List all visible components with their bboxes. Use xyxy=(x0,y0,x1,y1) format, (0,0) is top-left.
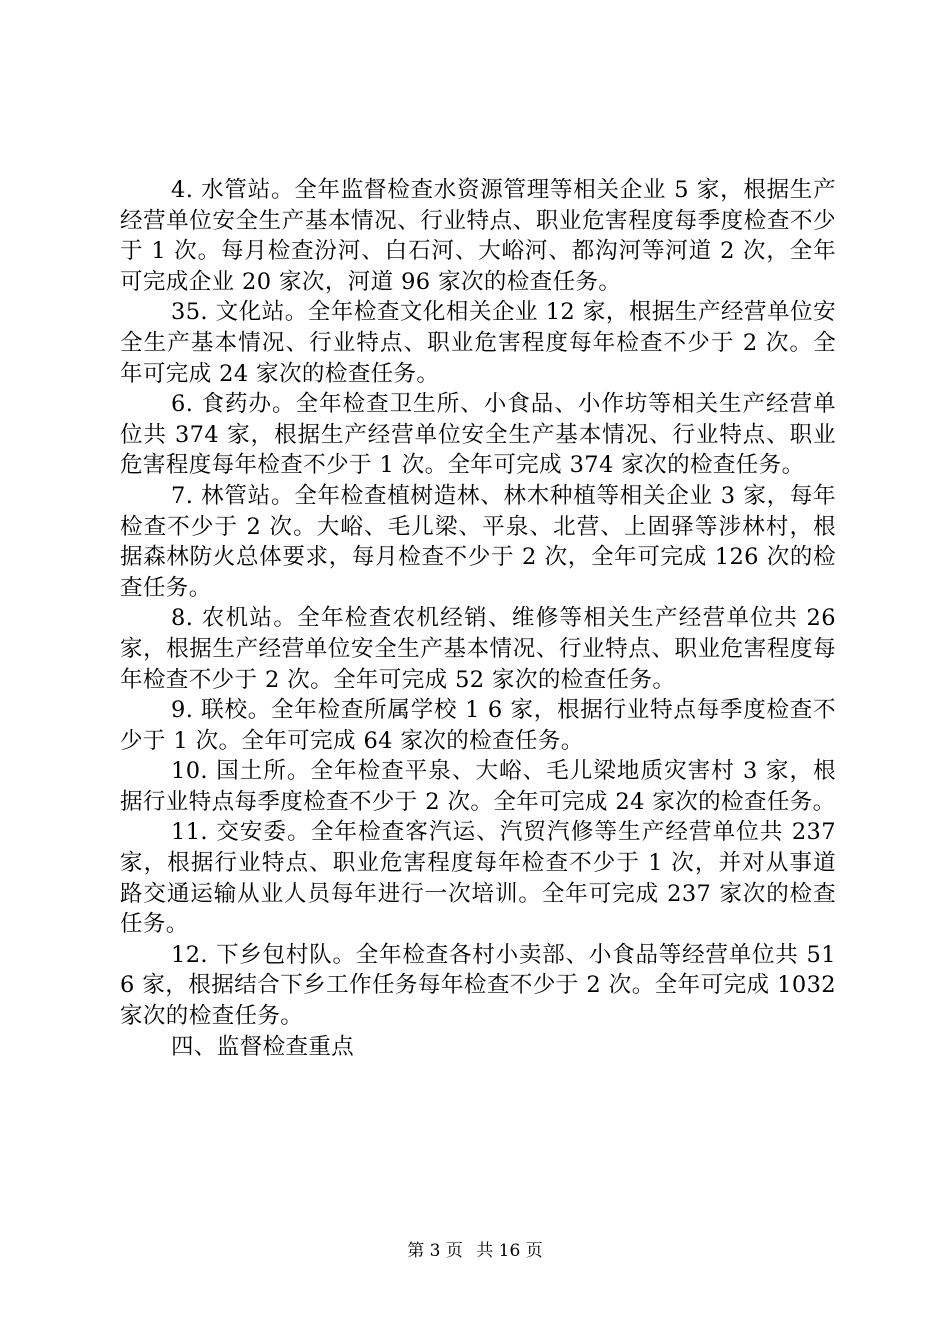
section-heading-inspection-focus: 四、监督检查重点 xyxy=(171,1033,355,1060)
paragraph-food-drug-office: 6. 食药办。全年检查卫生所、小食品、小作坊等相关生产经营单位共 374 家，根据生产经营单位安全生产基本情况、行业特点、职业危害程度每年检查不少于 1 次。全年可完成 374 家次的检查任务。 xyxy=(120,391,836,479)
document-body xyxy=(120,175,836,1062)
paragraph-forestry-station: 7. 林管站。全年检查植树造林、林木种植等相关企业 3 家，每年检查不少于 2 次。大峪、毛儿梁、平泉、北营、上固驿等涉林村，根据森林防火总体要求，每月检查不少于 2 次，全年可完成 126 次的检查任务。 xyxy=(120,482,836,601)
paragraph-joint-school: 9. 联校。全年检查所属学校 1 6 家，根据行业特点每季度检查不少于 1 次。全年可完成 64 家次的检查任务。 xyxy=(120,697,836,754)
paragraph-culture-station: 35. 文化站。全年检查文化相关企业 12 家，根据生产经营单位安全生产基本情况、行业特点、职业危害程度每年检查不少于 2 次。全年可完成 24 家次的检查任务。 xyxy=(120,299,836,387)
page-total: 共 16 页 xyxy=(476,1241,543,1261)
paragraph-traffic-committee: 11. 交安委。全年检查客汽运、汽贸汽修等生产经营单位共 237 家，根据行业特点、职业危害程度每年检查不少于 1 次，并对从事道路交通运输从业人员每年进行一次培训。全年可完成 237 家次的检查任务。 xyxy=(120,819,836,938)
paragraph-village-team: 12. 下乡包村队。全年检查各村小卖部、小食品等经营单位共 516 家，根据结合下乡工作任务每年检查不少于 2 次。全年可完成 1032 家次的检查任务。 xyxy=(120,941,836,1030)
page-number: 第 3 页 xyxy=(407,1241,463,1261)
page-footer xyxy=(0,1239,950,1263)
paragraph-agri-machinery-station: 8. 农机站。全年检查农机经销、维修等相关生产经营单位共 26 家，根据生产经营单位安全生产基本情况、行业特点、职业危害程度每年检查不少于 2 次。全年可完成 52 家次的检查任务。 xyxy=(120,605,836,693)
paragraph-land-office: 10. 国土所。全年检查平泉、大峪、毛儿梁地质灾害村 3 家，根据行业特点每季度检查不少于 2 次。全年可完成 24 家次的检查任务。 xyxy=(120,758,836,815)
paragraph-water-station: 4. 水管站。全年监督检查水资源管理等相关企业 5 家，根据生产经营单位安全生产基本情况、行业特点、职业危害程度每季度检查不少于 1 次。每月检查汾河、白石河、大峪河、都沟河等河道 2 次，全年可完成企业 20 家次，河道 96 家次的检查任务。 xyxy=(120,177,836,295)
